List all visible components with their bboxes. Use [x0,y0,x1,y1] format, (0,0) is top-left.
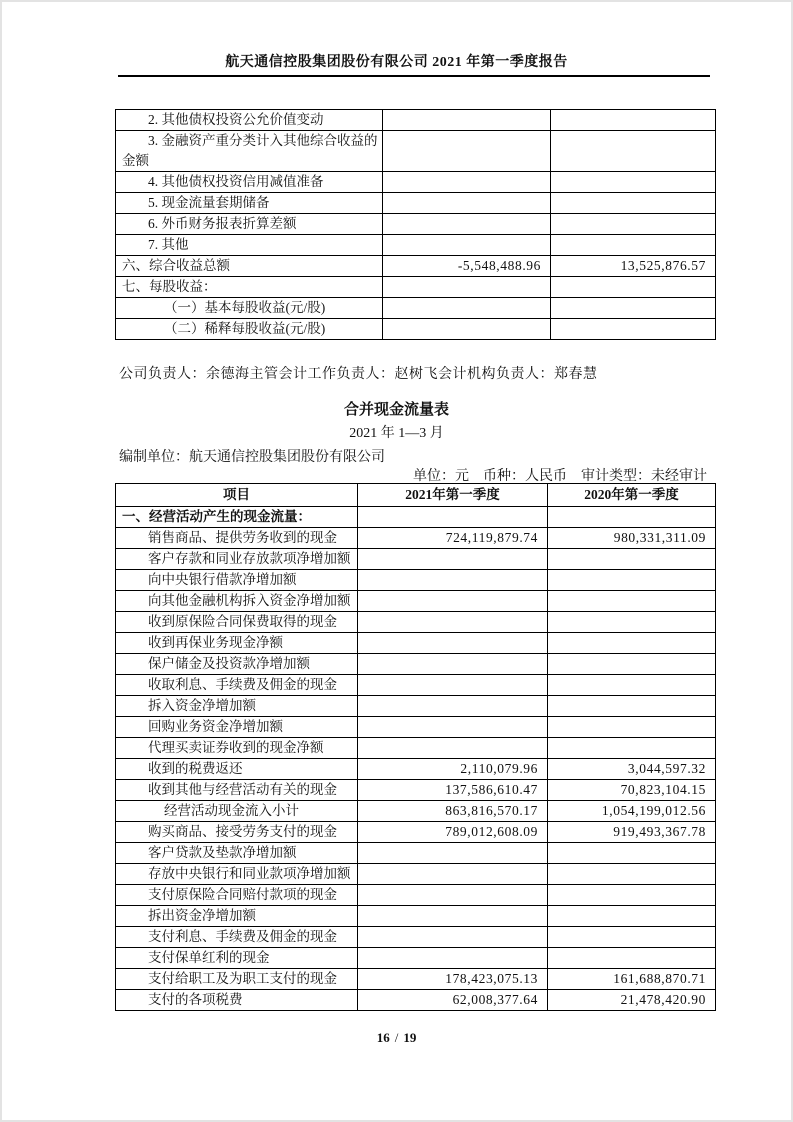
row-value-prior-period [548,591,716,612]
row-value-current-period [383,214,551,235]
row-value-current-period: 178,423,075.13 [358,969,548,990]
row-label: （二）稀释每股收益(元/股) [116,319,383,340]
row-value-current-period [358,612,548,633]
row-value-prior-period: 21,478,420.90 [548,990,716,1011]
table-row [116,256,716,277]
row-value-prior-period [551,319,716,340]
table-row [116,277,716,298]
table-row [116,927,716,948]
row-value-prior-period [548,885,716,906]
row-value-current-period [383,131,551,172]
row-label: 2. 其他债权投资公允价值变动 [116,110,383,131]
page-total: 19 [403,1030,417,1045]
table-row [116,591,716,612]
row-value-prior-period: 161,688,870.71 [548,969,716,990]
table-row [116,654,716,675]
row-value-prior-period [548,612,716,633]
table-row [116,214,716,235]
table-row [116,319,716,340]
comprehensive-income-table-body [116,110,716,340]
row-label: 7. 其他 [116,235,383,256]
row-label: 客户存款和同业存放款项净增加额 [116,549,358,570]
row-label: 保户储金及投资款净增加额 [116,654,358,675]
row-value-current-period: 789,012,608.09 [358,822,548,843]
table-row [116,172,716,193]
row-value-current-period: 724,119,879.74 [358,528,548,549]
row-label: 支付利息、手续费及佣金的现金 [116,927,358,948]
table-row [116,696,716,717]
table-row [116,759,716,780]
prepared-by-line: 编制单位：航天通信控股集团股份有限公司 [119,450,385,465]
row-value-prior-period: 70,823,104.15 [548,780,716,801]
comprehensive-income-table [115,109,716,340]
table-row [116,822,716,843]
row-value-prior-period [548,927,716,948]
table-row [116,843,716,864]
row-value-current-period [383,235,551,256]
row-value-current-period [358,738,548,759]
table-row [116,193,716,214]
row-label: 收到再保业务现金净额 [116,633,358,654]
row-value-current-period [358,570,548,591]
row-value-prior-period [551,298,716,319]
statement-title: 合并现金流量表 [343,402,449,418]
row-value-current-period: 863,816,570.17 [358,801,548,822]
row-label: 3. 金融资产重分类计入其他综合收益的金额 [116,131,383,172]
col-header-item: 项目 [116,484,358,507]
row-value-current-period [383,277,551,298]
table-row [116,780,716,801]
row-value-prior-period [548,864,716,885]
signatories-line: 公司负责人：余德海主管会计工作负责人：赵树飞会计机构负责人：郑春慧 [119,367,598,382]
row-value-prior-period [548,906,716,927]
table-row [116,738,716,759]
row-label: 收到其他与经营活动有关的现金 [116,780,358,801]
row-label: 4. 其他债权投资信用减值准备 [116,172,383,193]
row-value-prior-period: 3,044,597.32 [548,759,716,780]
row-value-current-period [383,319,551,340]
row-label: 支付给职工及为职工支付的现金 [116,969,358,990]
row-value-prior-period [551,193,716,214]
table-row [116,235,716,256]
row-value-current-period [358,885,548,906]
row-value-prior-period [548,696,716,717]
table-row [116,507,716,528]
row-value-prior-period [551,131,716,172]
row-value-current-period [358,633,548,654]
page-separator: / [394,1030,399,1045]
table-row [116,906,716,927]
row-label: （一）基本每股收益(元/股) [116,298,383,319]
col-header-2021-q1: 2021年第一季度 [358,484,548,507]
cash-flow-table [115,483,716,1011]
cash-flow-table-body [116,507,716,1011]
row-label: 向其他金融机构拆入资金净增加额 [116,591,358,612]
row-value-current-period [358,591,548,612]
row-value-prior-period [548,675,716,696]
row-label: 5. 现金流量套期储备 [116,193,383,214]
row-value-current-period [358,906,548,927]
report-header-title: 航天通信控股集团股份有限公司 2021 年第一季度报告 [225,55,568,70]
row-value-prior-period: 13,525,876.57 [551,256,716,277]
row-value-prior-period [551,172,716,193]
row-label: 销售商品、提供劳务收到的现金 [116,528,358,549]
row-label: 6. 外币财务报表折算差额 [116,214,383,235]
row-label: 收到的税费返还 [116,759,358,780]
row-value-current-period [358,717,548,738]
row-label: 经营活动现金流入小计 [116,801,358,822]
row-value-prior-period [548,633,716,654]
table-row [116,528,716,549]
row-value-prior-period [548,654,716,675]
col-header-2020-q1: 2020年第一季度 [548,484,716,507]
table-row [116,948,716,969]
row-value-current-period [383,172,551,193]
table-row [116,864,716,885]
table-row [116,801,716,822]
row-value-prior-period [548,843,716,864]
table-row [116,675,716,696]
row-value-prior-period [548,948,716,969]
row-value-current-period: -5,548,488.96 [383,256,551,277]
row-value-current-period: 137,586,610.47 [358,780,548,801]
row-value-current-period [383,298,551,319]
table-row [116,131,716,172]
row-value-current-period [383,193,551,214]
row-label: 一、经营活动产生的现金流量： [116,507,358,528]
row-value-current-period: 62,008,377.64 [358,990,548,1011]
row-label: 客户贷款及垫款净增加额 [116,843,358,864]
row-value-prior-period [548,507,716,528]
statement-period: 2021 年 1—3 月 [349,426,444,441]
table-row [116,990,716,1011]
row-label: 购买商品、接受劳务支付的现金 [116,822,358,843]
row-label: 六、综合收益总额 [116,256,383,277]
row-value-prior-period: 919,493,367.78 [548,822,716,843]
table-row [116,633,716,654]
row-value-prior-period [548,570,716,591]
table-row [116,717,716,738]
row-label: 收到原保险合同保费取得的现金 [116,612,358,633]
row-value-current-period [358,549,548,570]
row-value-prior-period [551,110,716,131]
page-current: 16 [376,1030,390,1045]
row-value-current-period [358,948,548,969]
row-value-current-period [358,927,548,948]
table-row [116,110,716,131]
table-row [116,298,716,319]
row-label: 存放中央银行和同业款项净增加额 [116,864,358,885]
row-value-current-period [358,675,548,696]
row-value-prior-period [551,235,716,256]
row-label: 支付原保险合同赔付款项的现金 [116,885,358,906]
row-value-prior-period: 1,054,199,012.56 [548,801,716,822]
row-value-current-period [358,864,548,885]
table-row [116,885,716,906]
row-value-current-period [383,110,551,131]
row-label: 拆出资金净增加额 [116,906,358,927]
table-row [116,570,716,591]
row-label: 拆入资金净增加额 [116,696,358,717]
row-value-current-period [358,654,548,675]
row-value-current-period: 2,110,079.96 [358,759,548,780]
row-label: 支付的各项税费 [116,990,358,1011]
table-row [116,612,716,633]
row-label: 回购业务资金净增加额 [116,717,358,738]
row-label: 向中央银行借款净增加额 [116,570,358,591]
table-row [116,549,716,570]
row-value-prior-period [548,738,716,759]
row-value-prior-period [551,214,716,235]
page-number [2,1030,791,1046]
table-header-row [116,484,716,507]
row-value-current-period [358,843,548,864]
row-value-current-period [358,507,548,528]
row-label: 支付保单红利的现金 [116,948,358,969]
row-value-prior-period [548,549,716,570]
row-label: 代理买卖证券收到的现金净额 [116,738,358,759]
table-row [116,969,716,990]
row-label: 收取利息、手续费及佣金的现金 [116,675,358,696]
row-value-prior-period [548,717,716,738]
row-value-current-period [358,696,548,717]
unit-currency-audit-line: 单位：元 币种：人民币 审计类型：未经审计 [413,469,707,484]
row-value-prior-period: 980,331,311.09 [548,528,716,549]
row-label: 七、每股收益： [116,277,383,298]
header-divider [118,75,710,77]
row-value-prior-period [551,277,716,298]
